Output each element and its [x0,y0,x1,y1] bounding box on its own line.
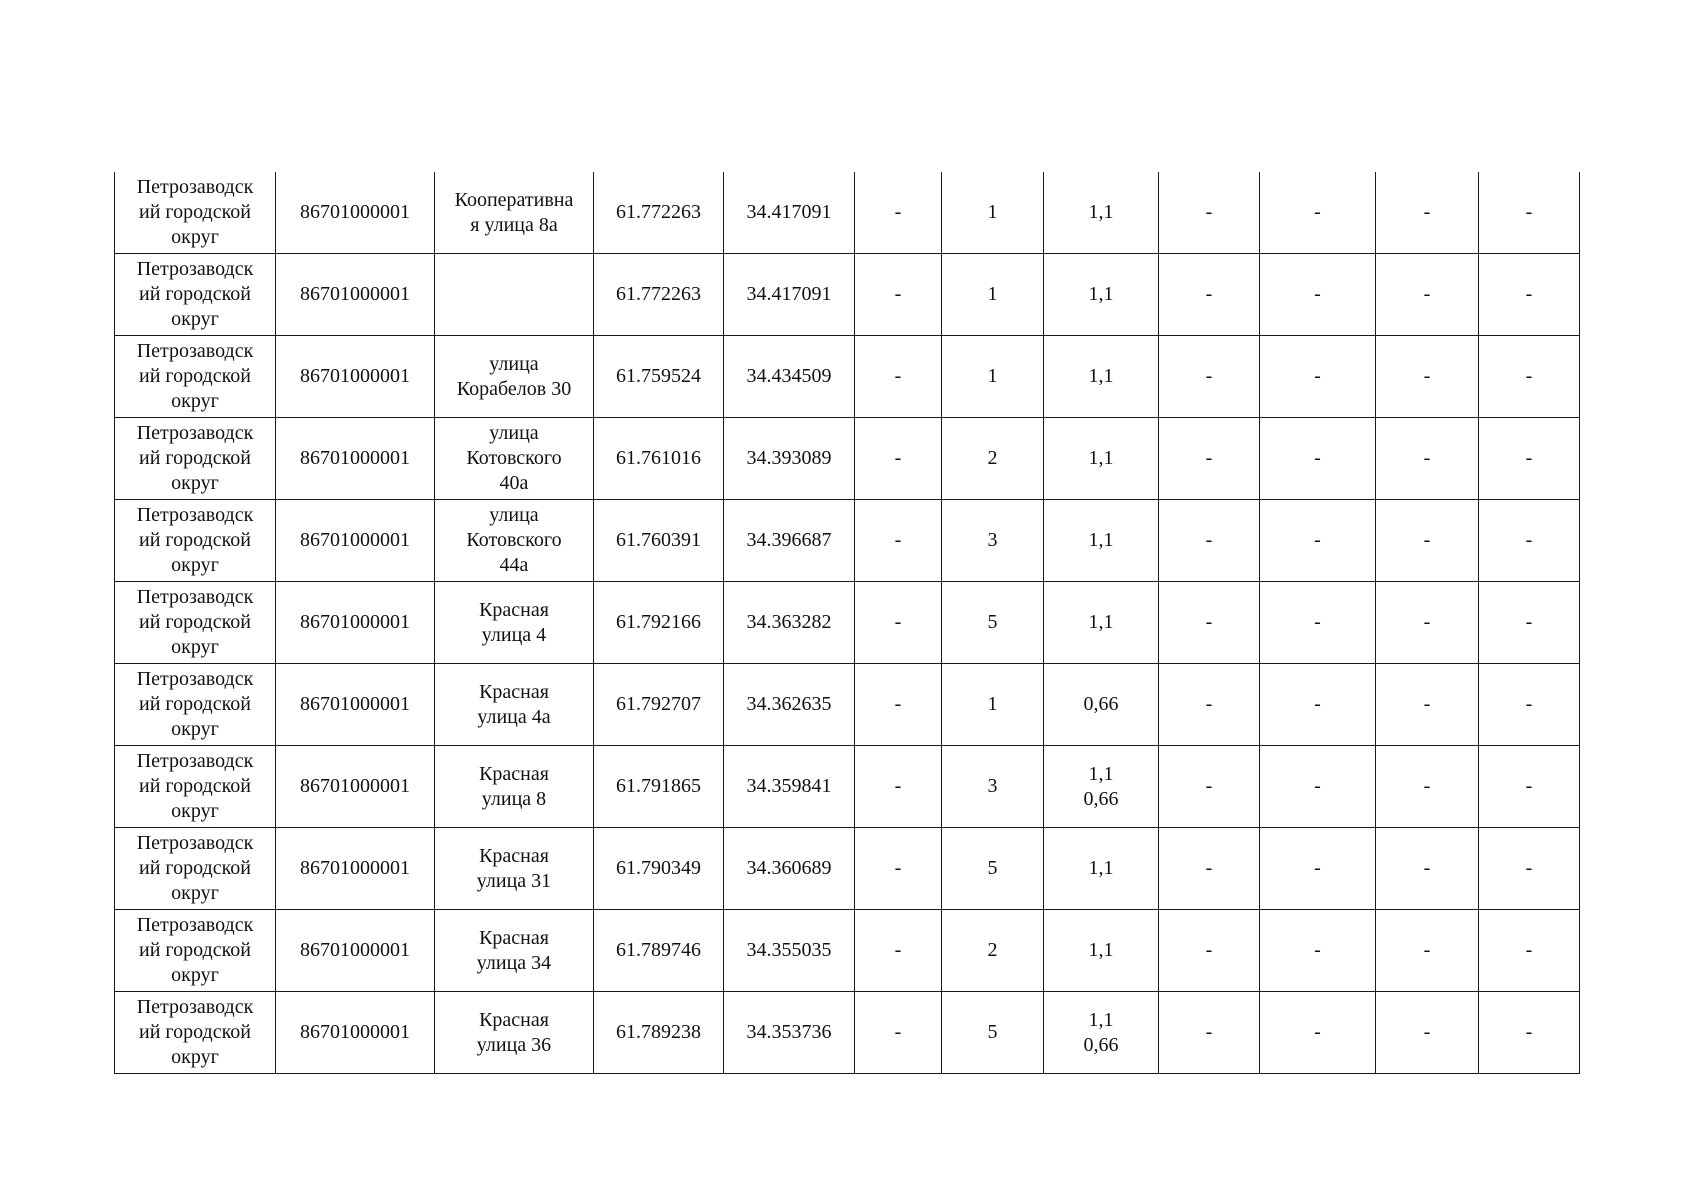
cell-col6: - [855,992,942,1074]
cell-latitude: 61.772263 [594,254,724,336]
table-body [115,172,1580,1074]
cell-col6: - [855,828,942,910]
cell-oktmo-code: 86701000001 [276,254,435,336]
cell-oktmo-code: 86701000001 [276,418,435,500]
cell-col11: - [1376,254,1479,336]
cell-col9: - [1159,746,1260,828]
cell-container-count: 1 [942,172,1044,254]
cell-col10: - [1260,910,1376,992]
cell-oktmo-code: 86701000001 [276,910,435,992]
cell-col6: - [855,500,942,582]
cell-address: улица Корабелов 30 [435,336,594,418]
cell-col6: - [855,664,942,746]
cell-address: Красная улица 4 [435,582,594,664]
cell-longitude: 34.396687 [724,500,855,582]
cell-col9: - [1159,500,1260,582]
table-row [115,172,1580,254]
cell-col11: - [1376,336,1479,418]
cell-col9: - [1159,418,1260,500]
cell-col10: - [1260,172,1376,254]
cell-address: Красная улица 8 [435,746,594,828]
cell-container-count: 1 [942,336,1044,418]
cell-municipality: Петрозаводск ий городской округ [115,172,276,254]
cell-oktmo-code: 86701000001 [276,664,435,746]
cell-longitude: 34.355035 [724,910,855,992]
cell-longitude: 34.362635 [724,664,855,746]
cell-latitude: 61.792707 [594,664,724,746]
cell-municipality: Петрозаводск ий городской округ [115,254,276,336]
cell-container-volume: 1,1 [1044,336,1159,418]
table-row [115,910,1580,992]
cell-col9: - [1159,664,1260,746]
cell-oktmo-code: 86701000001 [276,500,435,582]
cell-col9: - [1159,992,1260,1074]
cell-latitude: 61.759524 [594,336,724,418]
cell-container-volume: 1,1 [1044,582,1159,664]
cell-container-count: 1 [942,664,1044,746]
cell-col12: - [1479,992,1580,1074]
cell-container-volume: 1,1 [1044,418,1159,500]
table-row [115,418,1580,500]
cell-municipality: Петрозаводск ий городской округ [115,992,276,1074]
cell-container-volume: 1,1 0,66 [1044,746,1159,828]
cell-container-volume: 0,66 [1044,664,1159,746]
table-row [115,582,1580,664]
cell-latitude: 61.772263 [594,172,724,254]
cell-col12: - [1479,336,1580,418]
cell-longitude: 34.417091 [724,254,855,336]
data-table [114,172,1580,1074]
cell-col11: - [1376,910,1479,992]
cell-longitude: 34.359841 [724,746,855,828]
cell-longitude: 34.393089 [724,418,855,500]
cell-municipality: Петрозаводск ий городской округ [115,582,276,664]
table-row [115,664,1580,746]
cell-col12: - [1479,664,1580,746]
cell-col12: - [1479,828,1580,910]
cell-col10: - [1260,418,1376,500]
cell-col12: - [1479,746,1580,828]
cell-col11: - [1376,992,1479,1074]
cell-oktmo-code: 86701000001 [276,172,435,254]
cell-address: Красная улица 31 [435,828,594,910]
cell-col10: - [1260,336,1376,418]
cell-col11: - [1376,664,1479,746]
cell-oktmo-code: 86701000001 [276,992,435,1074]
cell-col9: - [1159,336,1260,418]
cell-container-volume: 1,1 [1044,254,1159,336]
cell-col12: - [1479,910,1580,992]
cell-container-count: 2 [942,418,1044,500]
cell-municipality: Петрозаводск ий городской округ [115,664,276,746]
cell-address [435,254,594,336]
cell-container-count: 1 [942,254,1044,336]
cell-col12: - [1479,500,1580,582]
cell-municipality: Петрозаводск ий городской округ [115,746,276,828]
cell-col10: - [1260,746,1376,828]
cell-latitude: 61.792166 [594,582,724,664]
cell-col11: - [1376,582,1479,664]
cell-col11: - [1376,172,1479,254]
table-row [115,992,1580,1074]
cell-col6: - [855,336,942,418]
cell-address: улица Котовского 44а [435,500,594,582]
cell-longitude: 34.434509 [724,336,855,418]
cell-col6: - [855,172,942,254]
table-row [115,254,1580,336]
table-row [115,500,1580,582]
cell-col6: - [855,910,942,992]
cell-address: Красная улица 36 [435,992,594,1074]
cell-oktmo-code: 86701000001 [276,336,435,418]
table-row [115,746,1580,828]
cell-col9: - [1159,254,1260,336]
cell-col10: - [1260,254,1376,336]
cell-longitude: 34.417091 [724,172,855,254]
cell-longitude: 34.363282 [724,582,855,664]
cell-col12: - [1479,172,1580,254]
cell-address: Кооперативна я улица 8а [435,172,594,254]
cell-container-count: 3 [942,746,1044,828]
table-row [115,828,1580,910]
cell-municipality: Петрозаводск ий городской округ [115,500,276,582]
cell-longitude: 34.353736 [724,992,855,1074]
cell-container-volume: 1,1 [1044,910,1159,992]
cell-col6: - [855,746,942,828]
cell-container-count: 5 [942,828,1044,910]
cell-address: улица Котовского 40а [435,418,594,500]
cell-col12: - [1479,254,1580,336]
cell-col11: - [1376,746,1479,828]
cell-container-count: 5 [942,992,1044,1074]
cell-col10: - [1260,828,1376,910]
cell-address: Красная улица 4а [435,664,594,746]
cell-latitude: 61.790349 [594,828,724,910]
cell-col9: - [1159,172,1260,254]
cell-container-volume: 1,1 [1044,172,1159,254]
cell-container-count: 2 [942,910,1044,992]
cell-container-volume: 1,1 [1044,500,1159,582]
cell-latitude: 61.760391 [594,500,724,582]
cell-col6: - [855,254,942,336]
cell-col12: - [1479,418,1580,500]
cell-address: Красная улица 34 [435,910,594,992]
cell-col11: - [1376,828,1479,910]
cell-col6: - [855,582,942,664]
cell-latitude: 61.761016 [594,418,724,500]
cell-container-volume: 1,1 [1044,828,1159,910]
cell-container-count: 5 [942,582,1044,664]
cell-container-count: 3 [942,500,1044,582]
table-row [115,336,1580,418]
cell-col10: - [1260,582,1376,664]
cell-col11: - [1376,418,1479,500]
cell-col9: - [1159,910,1260,992]
cell-oktmo-code: 86701000001 [276,828,435,910]
cell-container-volume: 1,1 0,66 [1044,992,1159,1074]
cell-longitude: 34.360689 [724,828,855,910]
cell-latitude: 61.791865 [594,746,724,828]
cell-oktmo-code: 86701000001 [276,746,435,828]
cell-municipality: Петрозаводск ий городской округ [115,418,276,500]
cell-oktmo-code: 86701000001 [276,582,435,664]
cell-col9: - [1159,828,1260,910]
cell-col6: - [855,418,942,500]
cell-col10: - [1260,992,1376,1074]
cell-municipality: Петрозаводск ий городской округ [115,910,276,992]
cell-municipality: Петрозаводск ий городской округ [115,828,276,910]
cell-latitude: 61.789238 [594,992,724,1074]
cell-col10: - [1260,664,1376,746]
cell-col11: - [1376,500,1479,582]
cell-col9: - [1159,582,1260,664]
cell-col10: - [1260,500,1376,582]
cell-municipality: Петрозаводск ий городской округ [115,336,276,418]
cell-col12: - [1479,582,1580,664]
cell-latitude: 61.789746 [594,910,724,992]
